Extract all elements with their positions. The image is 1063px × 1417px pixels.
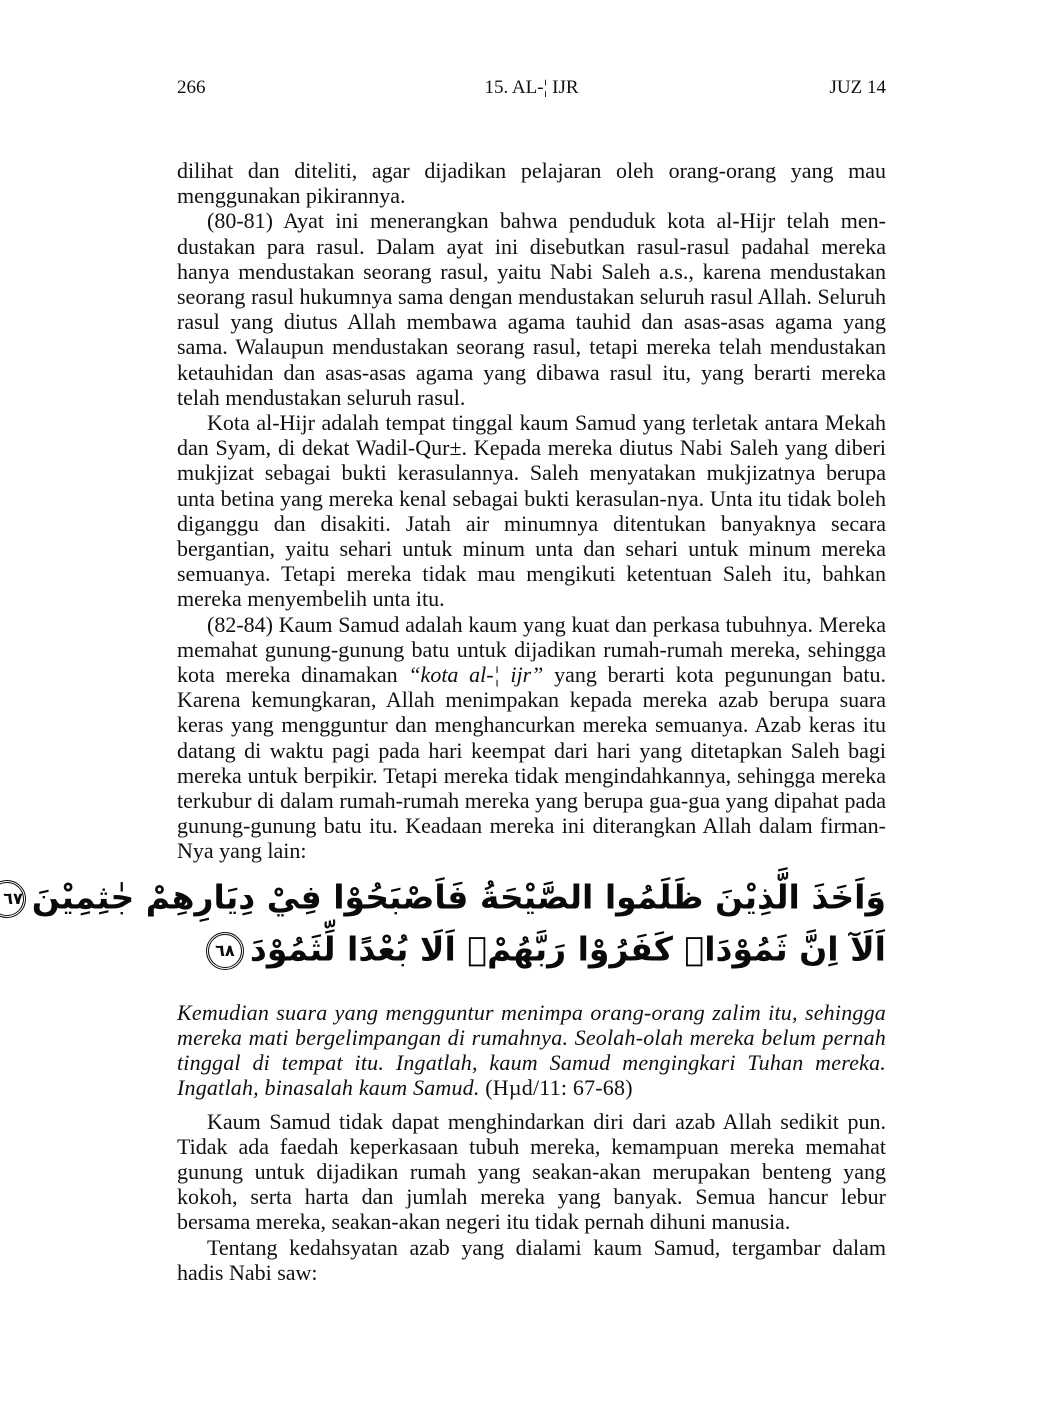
running-header — [177, 76, 886, 104]
body-text — [3, 158, 886, 1285]
paragraph-4 — [177, 612, 886, 864]
paragraph-6: Tentang kedahsyatan azab yang dialami kaum Samud, tergambar dalam hadis Nabi saw: — [177, 1234, 886, 1285]
paragraph-3: Kota al-Hijr adalah tempat tinggal kaum Samud yang terletak antara Mekah dan Syam, di dekat Wadil-Qur±. Kepada mereka diutus Nabi Saleh yang diberi mukjizat sebagai bukti kerasulannya. Saleh menyatakan mukjizatnya berupa unta betina yang mereka kenal sebagai bukti kerasulan-nya. Unta itu tidak boleh diganggu dan disakiti. Jatah air minumnya ditentukan banyaknya secara bergantian, yaitu sehari untuk minum unta dan sehari untuk minum mereka semuanya. Tetapi mereka tidak mau mengikuti ketentuan Saleh itu, bahkan mereka menyembelih unta itu. — [177, 410, 886, 612]
verse-reference: (Hµd/11: 67-68) — [485, 1075, 633, 1101]
quran-verse-line-2 — [200, 929, 886, 970]
paragraph-1: dilihat dan diteliti, agar dijadikan pelajaran oleh orang-orang yang mau menggunakan pikirannya. — [177, 158, 886, 209]
paragraph-4-italic: “kota al-¦ ijr” — [408, 662, 544, 688]
paragraph-2: (80-81) Ayat ini menerangkan bahwa penduduk kota al-Hijr telah men-dustakan para rasul. Dalam ayat ini disebutkan rasul-rasul padahal mereka hanya mendustakan seorang rasul, yaitu Nabi Saleh a.s., karena mendustakan seorang rasul hukumnya sama dengan mendustakan seluruh rasul Allah. Seluruh rasul yang diutus Allah membawa agama tauhid dan asas-asas agama yang sama. Walaupun mendustakan seorang rasul, tetapi mereka telah mendustakan ketauhidan dan asas-asas agama yang dibawa rasul itu, yang berarti mereka telah mendustakan seluruh rasul. — [177, 208, 886, 410]
chapter-title: 15. AL-¦ IJR — [484, 77, 579, 98]
juz-label: JUZ 14 — [829, 77, 886, 98]
paragraph-4-text-end: yang berarti kota pegunungan batu. Karena kemungkaran, Allah menimpakan kepada mereka azab berupa suara keras yang mengguntur dan menghancurkan mereka semuanya. Azab keras itu datang di waktu pagi pada hari keempat dari hari yang ditetapkan Saleh bagi mereka untuk berpikir. Tetapi mereka tidak mengindahkannya, sehingga mereka terkubur di dalam rumah-rumah mereka yang berupa gua-gua yang dipahat pada gunung-gunung batu itu. Keadaan mereka ini diterangkan Allah dalam firman-Nya yang lain: — [177, 662, 886, 864]
verse-text: اَلَآ اِنَّ ثَمُوْدَا۟ كَفَرُوْا رَبَّهُمْۗ اَلَا بُعْدًا لِّثَمُوْدَ — [249, 929, 886, 969]
verse-text: وَاَخَذَ الَّذِيْنَ ظَلَمُوا الصَّيْحَةُ فَاَصْبَحُوْا فِيْ دِيَارِهِمْ جٰثِمِيْنَ — [31, 877, 886, 917]
ayah-marker-67: ٦٧ — [0, 880, 26, 918]
quran-verse-line-1 — [3, 877, 886, 918]
verse-translation — [177, 1000, 886, 1101]
ayah-marker-68: ٦٨ — [206, 932, 244, 970]
translation-text: Kemudian suara yang mengguntur menimpa orang-orang zalim itu, sehingga mereka mati bergelimpangan di rumahnya. Seolah-olah mereka belum pernah tinggal di tempat itu. Ingatlah, kaum Samud mengingkari Tuhan mereka. Ingatlah, binasalah kaum Samud. — [177, 999, 886, 1101]
page-number: 266 — [177, 77, 206, 98]
paragraph-5: Kaum Samud tidak dapat menghindarkan diri dari azab Allah sedikit pun. Tidak ada faedah keperkasaan tubuh mereka, kemampuan mereka memahat gunung untuk dijadikan rumah yang seakan-akan merupakan benteng yang kokoh, serta harta dan jumlah mereka yang banyak. Semua hancur lebur bersama mereka, seakan-akan negeri itu tidak pernah dihuni manusia. — [177, 1108, 886, 1235]
quran-verse — [3, 874, 886, 986]
paragraph-4-text: (82-84) Kaum Samud adalah kaum yang kuat dan perkasa tubuhnya. Mereka memahat gunung-gunung batu untuk dijadikan rumah-rumah mereka, sehingga kota mereka dinamakan — [177, 611, 886, 688]
